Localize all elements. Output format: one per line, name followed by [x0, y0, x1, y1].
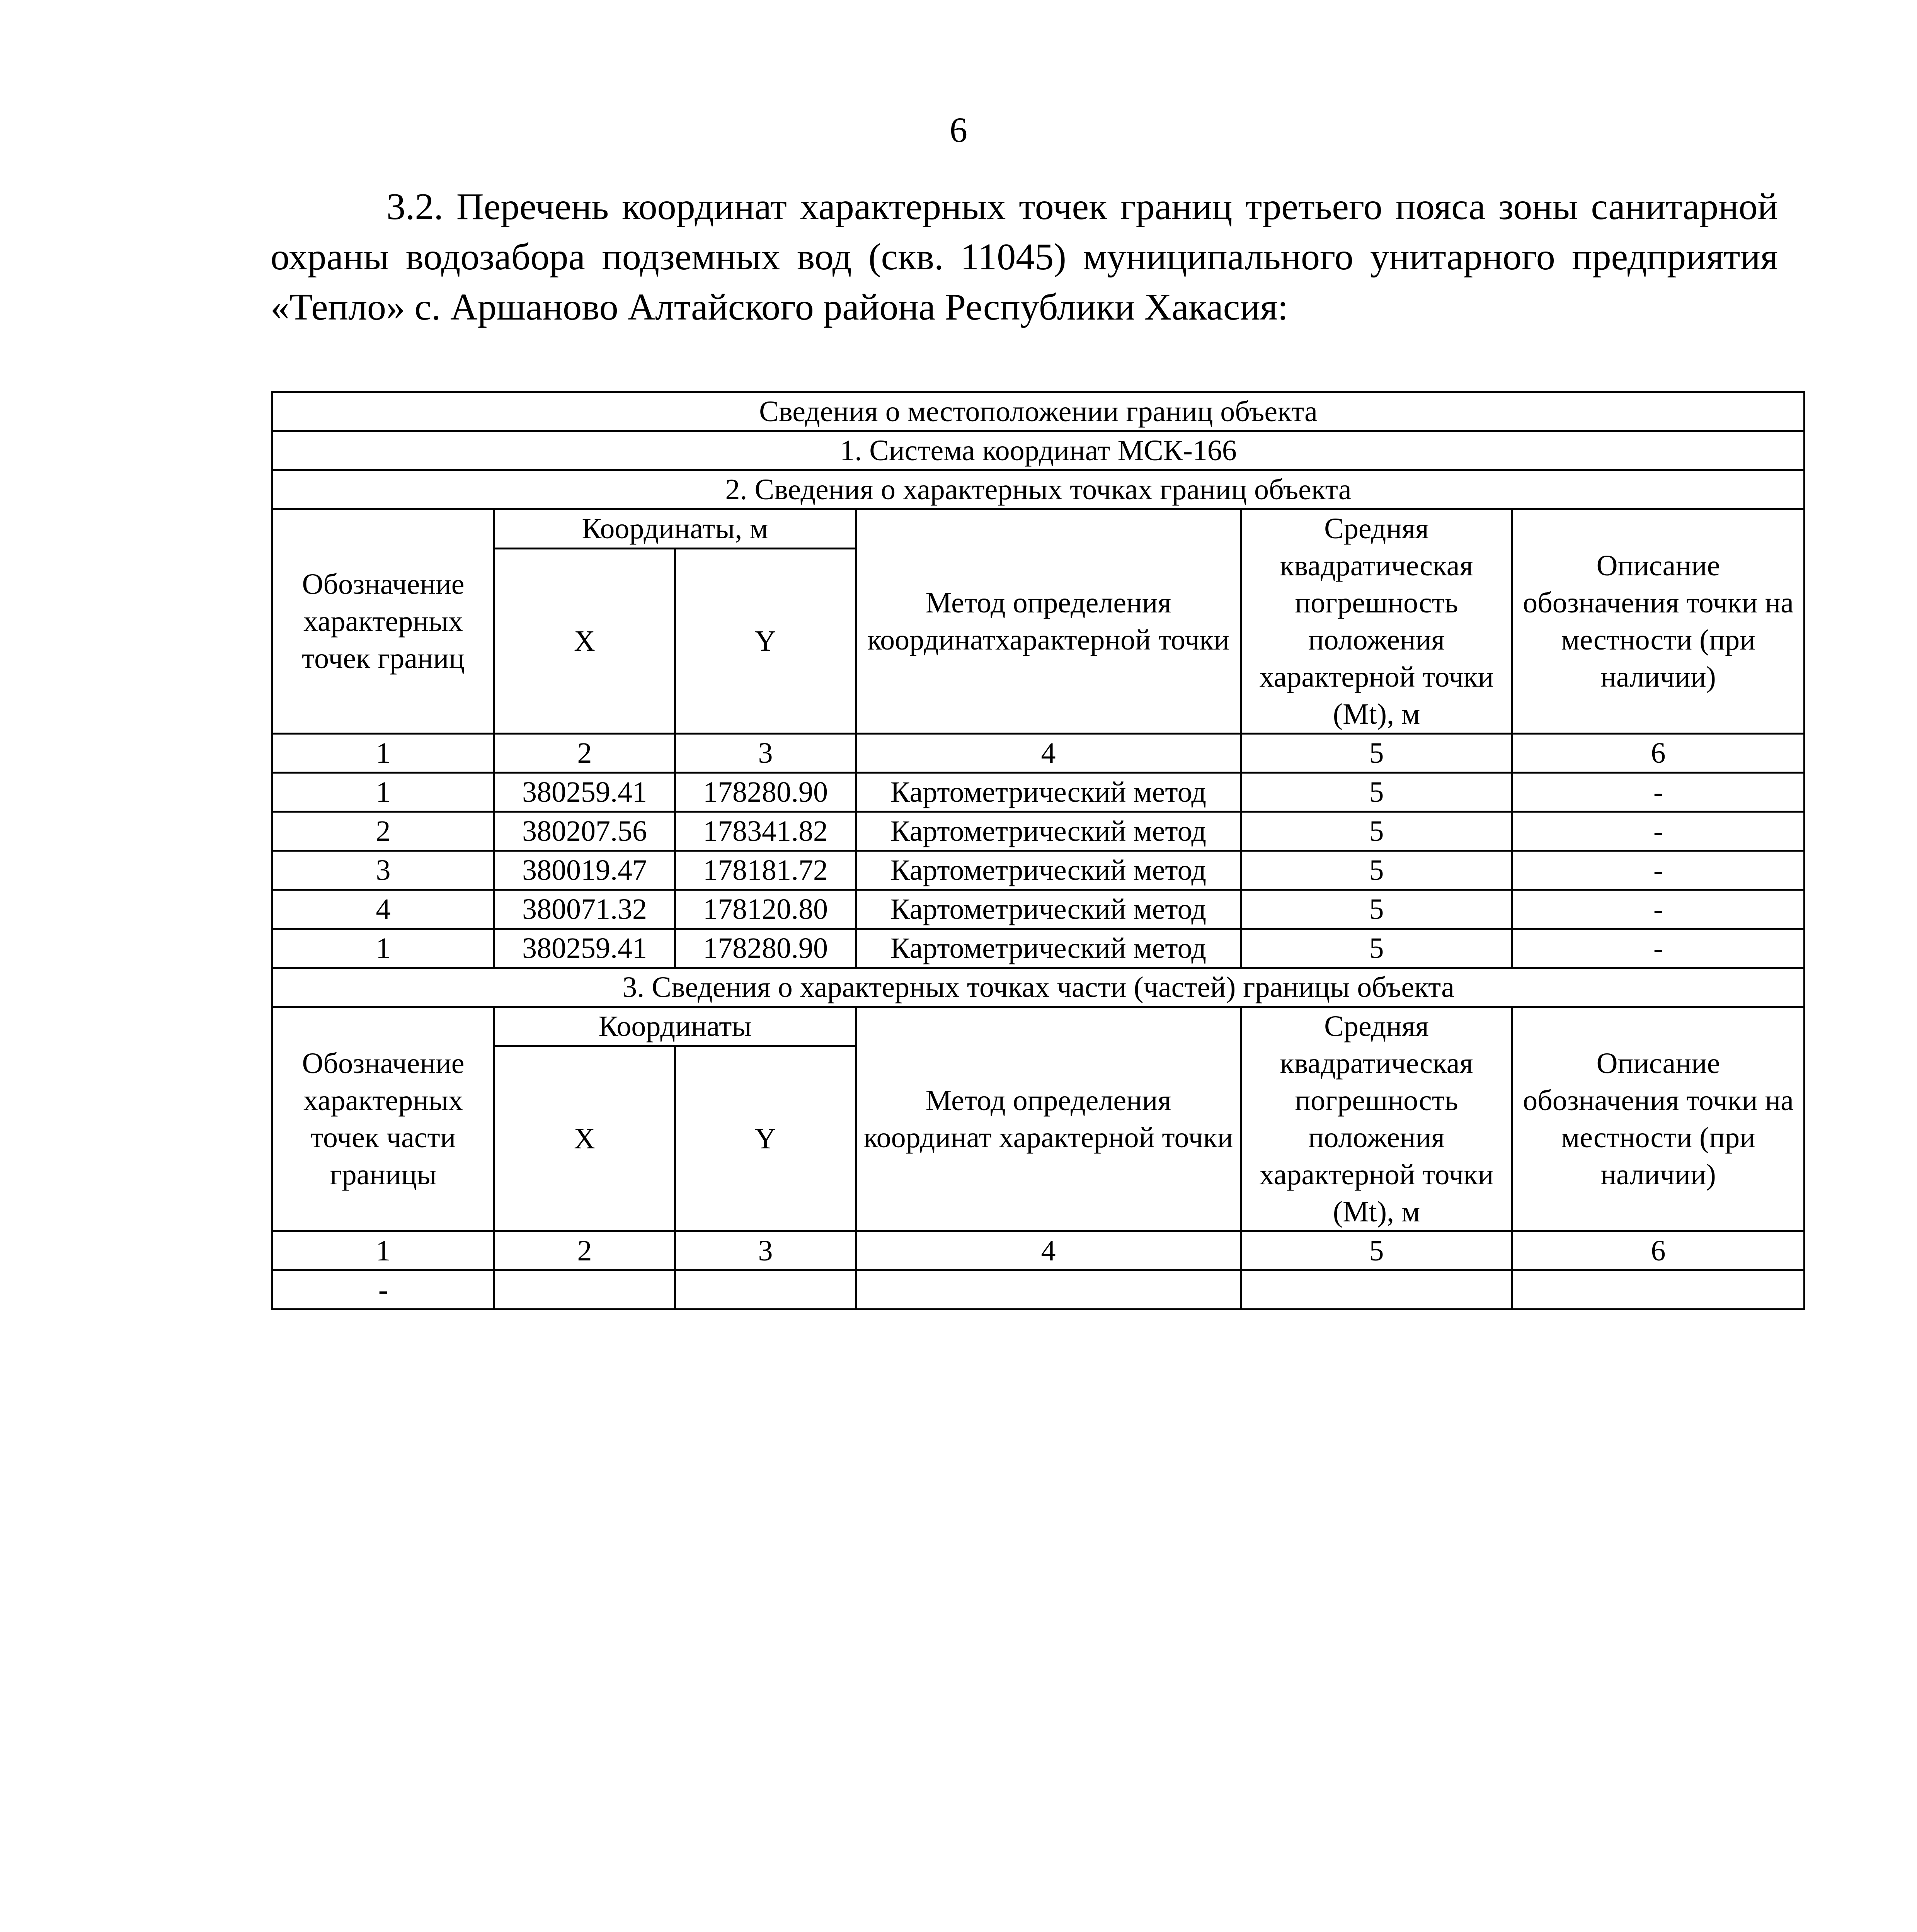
column-number: 5	[1241, 734, 1512, 773]
point-id: 1	[272, 773, 494, 812]
point-id: 2	[272, 812, 494, 851]
error: 5	[1241, 851, 1512, 890]
page-number: 6	[950, 110, 967, 150]
section-1-title: 1. Система координат МСК-166	[272, 431, 1805, 470]
coord-x: 380207.56	[494, 812, 675, 851]
header-coordinates: Координаты, м	[494, 509, 856, 549]
column-number: 6	[1512, 734, 1805, 773]
header-error: Средняя квадратическая погрешность положения характерной точки (Mt), м	[1241, 509, 1512, 734]
table-title: Сведения о местоположении границ объекта	[272, 392, 1805, 431]
point-id: 4	[272, 890, 494, 929]
header-description: Описание обозначения точки на местности (при наличии)	[1512, 1007, 1805, 1231]
error: 5	[1241, 929, 1512, 968]
section-2-title: 2. Сведения о характерных точках границ объекта	[272, 470, 1805, 509]
method: Картометрический метод	[856, 773, 1241, 812]
coord-y: 178341.82	[675, 812, 856, 851]
description	[1512, 1270, 1805, 1310]
header-y: Y	[675, 1046, 856, 1231]
header-method: Метод определения координат характерной точки	[856, 1007, 1241, 1231]
table-row	[272, 851, 1805, 890]
point-id: -	[272, 1270, 494, 1310]
coord-y: 178280.90	[675, 929, 856, 968]
header-designation: Обозначение характерных точек части границы	[272, 1007, 494, 1231]
error: 5	[1241, 812, 1512, 851]
description: -	[1512, 773, 1805, 812]
description: -	[1512, 890, 1805, 929]
description: -	[1512, 812, 1805, 851]
column-number: 2	[494, 1231, 675, 1270]
column-number: 5	[1241, 1231, 1512, 1270]
method: Картометрический метод	[856, 929, 1241, 968]
coord-y: 178280.90	[675, 773, 856, 812]
description: -	[1512, 851, 1805, 890]
coord-x: 380259.41	[494, 773, 675, 812]
method	[856, 1270, 1241, 1310]
coord-y: 178120.80	[675, 890, 856, 929]
method: Картометрический метод	[856, 812, 1241, 851]
header-x: X	[494, 1046, 675, 1231]
error: 5	[1241, 773, 1512, 812]
boundary-coordinates-table	[271, 391, 1805, 1310]
column-number: 3	[675, 734, 856, 773]
column-number: 6	[1512, 1231, 1805, 1270]
header-x: X	[494, 548, 675, 733]
point-id: 3	[272, 851, 494, 890]
coord-x: 380019.47	[494, 851, 675, 890]
description: -	[1512, 929, 1805, 968]
column-number: 2	[494, 734, 675, 773]
coord-y	[675, 1270, 856, 1310]
method: Картометрический метод	[856, 851, 1241, 890]
column-number: 3	[675, 1231, 856, 1270]
header-designation: Обозначение характерных точек границ	[272, 509, 494, 734]
coord-x: 380259.41	[494, 929, 675, 968]
table-row	[272, 773, 1805, 812]
column-number: 4	[856, 1231, 1241, 1270]
coord-y: 178181.72	[675, 851, 856, 890]
error	[1241, 1270, 1512, 1310]
header-description: Описание обозначения точки на местности (при наличии)	[1512, 509, 1805, 734]
header-y: Y	[675, 548, 856, 733]
method: Картометрический метод	[856, 890, 1241, 929]
document-heading: 3.2. Перечень координат характерных точек границ третьего пояса зоны санитарной охраны водозабора подземных вод (скв. 11045) муниципального унитарного предприятия «Тепло» с. Аршаново Алтайского района Республики Хакасия:	[271, 186, 1778, 328]
header-coordinates: Координаты	[494, 1007, 856, 1046]
point-id: 1	[272, 929, 494, 968]
column-number: 4	[856, 734, 1241, 773]
section-3-title: 3. Сведения о характерных точках части (частей) границы объекта	[272, 968, 1805, 1007]
column-number: 1	[272, 1231, 494, 1270]
header-method: Метод определения координатхарактерной точки	[856, 509, 1241, 734]
header-error: Средняя квадратическая погрешность положения характерной точки (Mt), м	[1241, 1007, 1512, 1231]
table-row	[272, 890, 1805, 929]
error: 5	[1241, 890, 1512, 929]
table-row	[272, 929, 1805, 968]
table-row	[272, 812, 1805, 851]
column-number: 1	[272, 734, 494, 773]
coord-x: 380071.32	[494, 890, 675, 929]
table-row	[272, 1270, 1805, 1310]
coord-x	[494, 1270, 675, 1310]
